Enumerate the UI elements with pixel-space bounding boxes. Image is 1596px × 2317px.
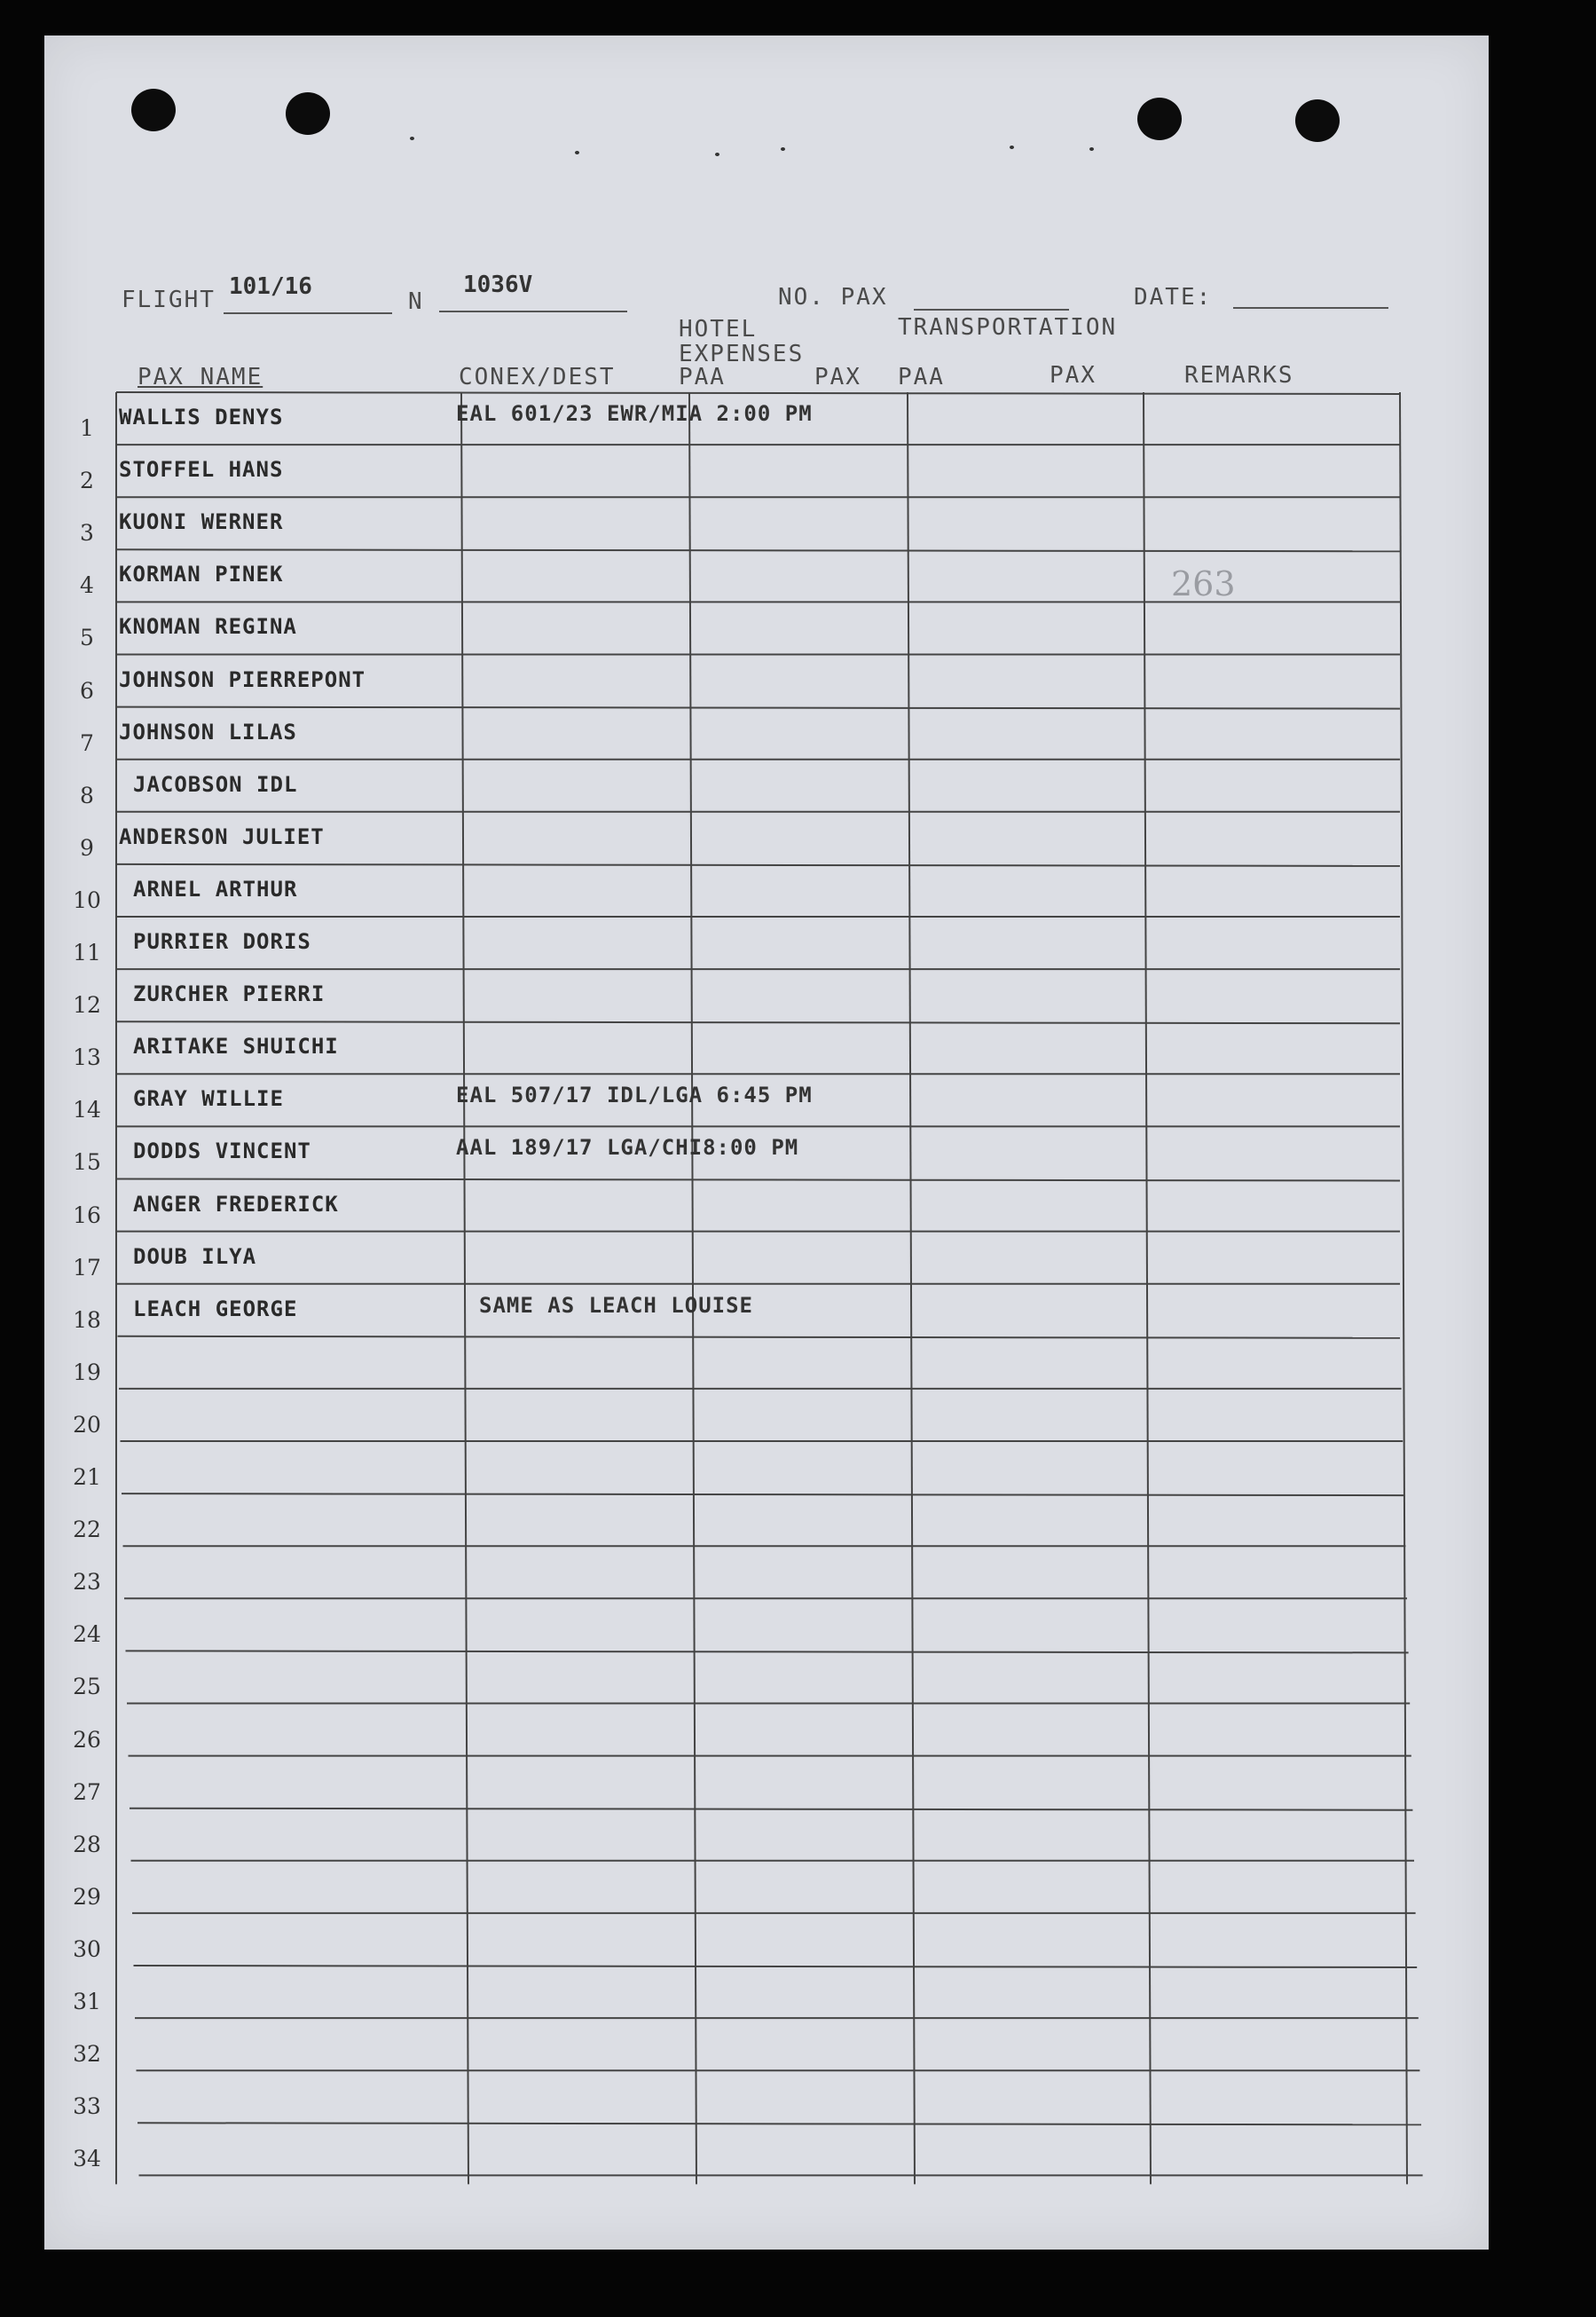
row-number: 9: [80, 834, 94, 861]
rule-line: [116, 707, 1400, 709]
row-number: 34: [73, 2146, 101, 2172]
row-number: 31: [73, 1989, 101, 2014]
row-number: 17: [73, 1254, 101, 1281]
rule-line: [689, 392, 696, 2184]
row-number: 28: [73, 1831, 101, 1857]
passenger-name: DOUB ILYA: [133, 1243, 257, 1269]
page-number-stamp: 263: [1171, 564, 1236, 603]
col-hotel-pax: PAX: [814, 364, 861, 390]
rule-line: [116, 1179, 1400, 1181]
rule-line: [1400, 392, 1407, 2184]
row-number: 5: [80, 625, 94, 651]
row-number: 4: [80, 572, 94, 599]
passenger-name: JACOBSON IDL: [133, 771, 298, 797]
conex-dest: SAME AS LEACH LOUISE: [479, 1292, 753, 1318]
n-value: 1036V: [463, 272, 533, 298]
passenger-name: WALLIS DENYS: [119, 405, 284, 430]
row-number: 15: [73, 1149, 101, 1176]
col-conex: CONEX/DEST: [459, 364, 616, 390]
col-hotel-paa: PAA: [679, 364, 726, 390]
rule-line: [461, 392, 468, 2184]
flight-value: 101/16: [229, 273, 312, 300]
row-number: 33: [73, 2093, 101, 2120]
col-trans-pax: PAX: [1050, 362, 1097, 389]
rule-line: [138, 2123, 1421, 2124]
rule-line: [116, 392, 1400, 394]
row-number: 29: [73, 1883, 101, 1910]
col-remarks: REMARKS: [1184, 362, 1294, 389]
rule-line: [122, 1493, 1404, 1495]
rule-line: [116, 1021, 1400, 1023]
conex-dest: EAL 507/17 IDL/LGA 6:45 PM: [456, 1083, 813, 1108]
row-number: 20: [73, 1411, 101, 1438]
passenger-name: KNOMAN REGINA: [119, 614, 297, 640]
row-number: 24: [73, 1621, 101, 1648]
row-number: 11: [73, 940, 101, 965]
passenger-name: KORMAN PINEK: [119, 562, 284, 587]
row-number: 18: [73, 1306, 101, 1333]
passenger-name: ARITAKE SHUICHI: [133, 1034, 339, 1060]
col-pax-name: PAX NAME: [138, 364, 263, 390]
passenger-name: ANDERSON JULIET: [119, 824, 325, 849]
flight-label: FLIGHT: [122, 287, 216, 313]
rule-line: [130, 1809, 1412, 1810]
rule-line: [134, 1966, 1418, 1967]
row-number: 30: [73, 1935, 101, 1962]
transportation-label: TRANSPORTATION: [898, 314, 1118, 341]
rule-line: [116, 549, 1400, 551]
hotel-label: HOTEL: [679, 316, 758, 343]
row-number: 6: [80, 677, 94, 704]
row-number: 16: [73, 1202, 101, 1228]
row-number: 12: [73, 992, 101, 1019]
conex-dest: AAL 189/17 LGA/CHI8:00 PM: [456, 1135, 799, 1161]
passenger-name: STOFFEL HANS: [119, 457, 284, 483]
no-pax-label: NO. PAX: [778, 284, 888, 311]
passenger-name: GRAY WILLIE: [133, 1086, 284, 1112]
row-number: 21: [73, 1464, 101, 1490]
row-number: 26: [73, 1726, 101, 1753]
row-number: 10: [73, 887, 101, 913]
passenger-name: KUONI WERNER: [119, 509, 284, 535]
row-number: 22: [73, 1517, 101, 1543]
conex-dest: EAL 601/23 EWR/MIA 2:00 PM: [456, 401, 813, 426]
row-number: 7: [80, 729, 94, 756]
row-number: 2: [80, 468, 94, 494]
passenger-name: JOHNSON PIERREPONT: [119, 666, 366, 692]
row-number: 27: [73, 1778, 101, 1805]
row-number: 14: [73, 1097, 101, 1123]
passenger-name: ZURCHER PIERRI: [133, 981, 326, 1007]
row-number: 8: [80, 782, 94, 808]
col-trans-paa: PAA: [898, 364, 945, 390]
row-number: 3: [80, 520, 94, 547]
date-label: DATE:: [1134, 284, 1213, 311]
row-number: 19: [73, 1359, 101, 1385]
hotel-label-2: EXPENSES: [679, 341, 805, 367]
passenger-name: DODDS VINCENT: [133, 1139, 311, 1164]
rule-line: [908, 392, 915, 2184]
passenger-name: JOHNSON LILAS: [119, 719, 297, 745]
row-number: 25: [73, 1674, 101, 1700]
passenger-name: LEACH GEORGE: [133, 1296, 298, 1321]
row-number: 23: [73, 1569, 101, 1596]
n-label: N: [408, 288, 424, 315]
rule-line: [118, 1336, 1401, 1338]
rule-line: [126, 1651, 1409, 1652]
rule-line: [1144, 392, 1151, 2184]
passenger-name: ARNEL ARTHUR: [133, 876, 298, 902]
passenger-name: PURRIER DORIS: [133, 929, 311, 954]
passenger-name: ANGER FREDERICK: [133, 1191, 339, 1217]
row-number: 13: [73, 1044, 101, 1071]
row-number: 32: [73, 2041, 101, 2068]
row-number: 1: [80, 415, 94, 441]
rule-line: [116, 864, 1400, 866]
